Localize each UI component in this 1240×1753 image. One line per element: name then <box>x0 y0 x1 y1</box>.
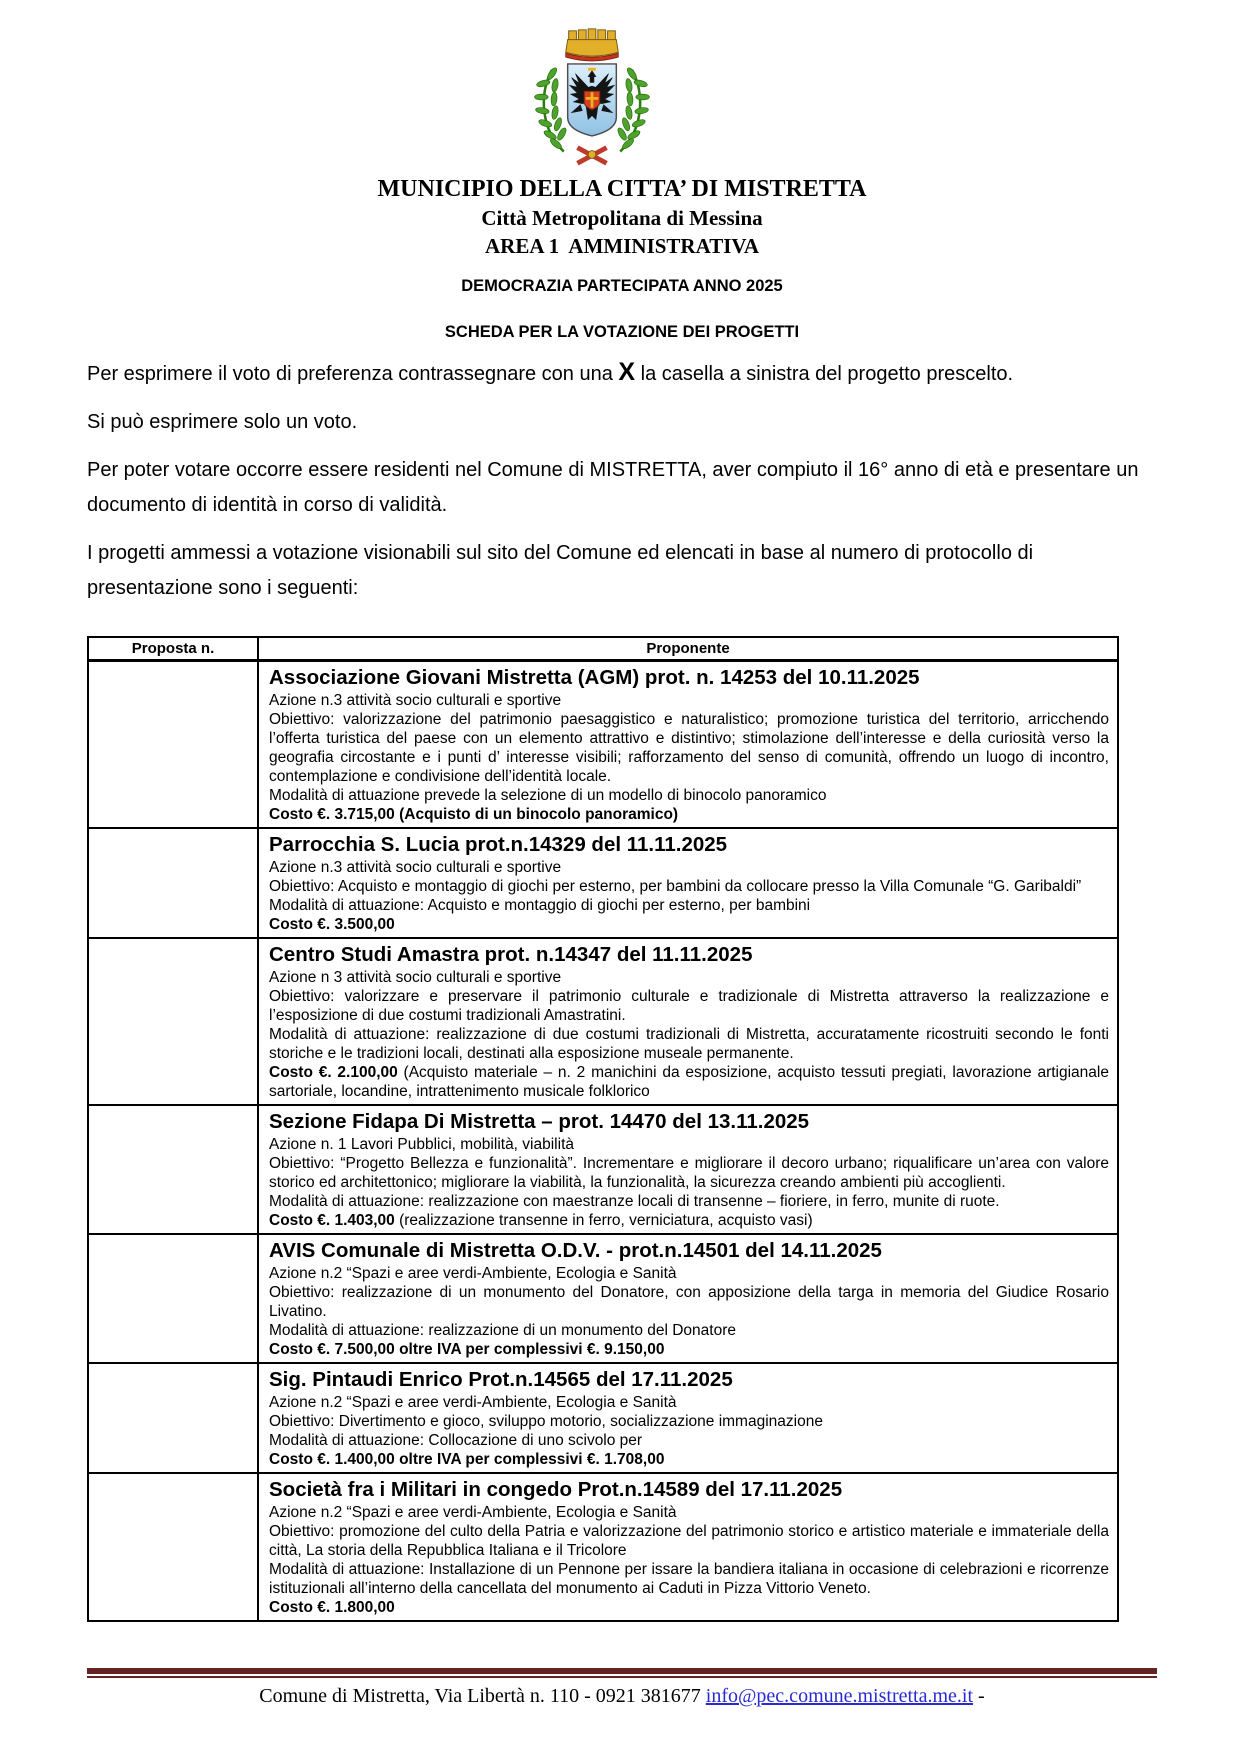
project-details-cell <box>258 938 1118 1105</box>
instruction-how-to-vote-before: Per esprimere il voto di preferenza contrassegnare con una <box>87 363 619 385</box>
coat-of-arms <box>527 25 657 171</box>
project-row <box>88 1363 1118 1473</box>
project-detail-line: Modalità di attuazione: realizzazione di un monumento del Donatore <box>269 1322 737 1339</box>
footer-text <box>87 1684 1157 1708</box>
instruction-single-vote: Si può esprimere solo un voto. <box>87 411 358 433</box>
chest-shield-icon <box>584 91 600 109</box>
project-detail-line: Azione n. 1 Lavori Pubblici, mobilità, viabilità <box>269 1136 574 1153</box>
project-cost-line: Costo €. 1.403,00 (realizzazione transenne in ferro, verniciatura, acquisto vasi) <box>269 1212 813 1229</box>
area-subtitle: AREA 1 AMMINISTRATIVA <box>484 234 759 258</box>
project-detail-line: Azione n.2 “Spazi e aree verdi-Ambiente, Ecologia e Sanità <box>269 1394 677 1411</box>
coat-of-arms-graphic <box>527 25 657 171</box>
project-detail-line: Obiettivo: Divertimento e gioco, sviluppo motorio, socializzazione immaginazione <box>269 1413 823 1430</box>
project-detail-line: Obiettivo: valorizzazione del patrimonio paesaggistico e naturalistico; promozione turistica del territorio, arricchendo l’offerta turistica del paese con un elemento attrattivo e distintivo; stimolazione dell’interesse e della curiosità verso la geografia circostante e i punti d’ interesse visibili; rafforzamento del senso di comunità, offrendo un luogo di incontro, contemplazione e condivisione dell’identità locale. <box>269 711 1109 785</box>
project-title: Centro Studi Amastra prot. n.14347 del 11.11.2025 <box>269 943 753 966</box>
footer-suffix: - <box>973 1685 985 1707</box>
project-row <box>88 828 1118 938</box>
vote-checkbox-cell[interactable] <box>88 828 258 938</box>
project-detail-line: Azione n.3 attività socio culturali e sportive <box>269 859 562 876</box>
project-cost-line: Costo €. 1.800,00 <box>269 1599 395 1616</box>
project-details-cell <box>258 1363 1118 1473</box>
project-detail-line: Modalità di attuazione: Installazione di un Pennone per issare la bandiera italiana in occasione di celebrazioni e ricorrenze istituzionali all’interno della cancellata del monumento ai Caduti in Pizza Vittorio Veneto. <box>269 1561 1109 1597</box>
project-detail-line: Modalità di attuazione prevede la selezione di un modello di binocolo panoramico <box>269 787 827 804</box>
project-details-cell <box>258 1473 1118 1621</box>
project-detail-line: Azione n.2 “Spazi e aree verdi-Ambiente, Ecologia e Sanità <box>269 1265 677 1282</box>
vote-x-mark: X <box>618 358 636 386</box>
instruction-projects-list: I progetti ammessi a votazione visionabili sul sito del Comune ed elencati in base al numero di protocollo di presentazione sono i seguenti: <box>87 542 1034 599</box>
project-row <box>88 1105 1118 1234</box>
footer-divider-thin-line <box>87 1676 1157 1678</box>
footer-address: Comune di Mistretta, Via Libertà n. 110 - 0921 381677 <box>259 1685 706 1707</box>
column-header-proposal-number: Proposta n. <box>88 637 258 661</box>
municipality-title: MUNICIPIO DELLA CITTA’ DI MISTRETTA <box>377 176 867 202</box>
project-details-cell <box>258 828 1118 938</box>
instruction-how-to-vote <box>87 355 1157 392</box>
project-detail-line: Azione n 3 attività socio culturali e sportive <box>269 969 562 986</box>
vote-checkbox-cell[interactable] <box>88 1234 258 1363</box>
projects-table <box>87 636 1119 1622</box>
shield-icon <box>568 64 617 136</box>
project-cost-line: Costo €. 1.400,00 oltre IVA per complessivi €. 1.708,00 <box>269 1451 665 1468</box>
footer-divider <box>87 1668 1157 1678</box>
program-title: DEMOCRAZIA PARTECIPATA ANNO 2025 <box>461 277 783 295</box>
vote-checkbox-cell[interactable] <box>88 1363 258 1473</box>
vote-checkbox-cell[interactable] <box>88 661 258 829</box>
project-detail-line: Azione n.3 attività socio culturali e sportive <box>269 692 562 709</box>
ballot-sheet-title: SCHEDA PER LA VOTAZIONE DEI PROGETTI <box>444 323 800 341</box>
project-row <box>88 1473 1118 1621</box>
project-details-cell <box>258 661 1118 829</box>
vote-checkbox-cell[interactable] <box>88 1105 258 1234</box>
project-details-cell <box>258 1105 1118 1234</box>
project-detail-line: Azione n.2 “Spazi e aree verdi-Ambiente, Ecologia e Sanità <box>269 1504 677 1521</box>
project-detail-line: Modalità di attuazione: Acquisto e montaggio di giochi per esterno, per bambini <box>269 897 811 914</box>
project-title: AVIS Comunale di Mistretta O.D.V. - prot.n.14501 del 14.11.2025 <box>269 1239 882 1262</box>
vote-checkbox-cell[interactable] <box>88 938 258 1105</box>
column-header-proponent: Proponente <box>258 637 1118 661</box>
project-row <box>88 661 1118 829</box>
project-detail-line: Modalità di attuazione: realizzazione con maestranze locali di transenne – fioriere, in ferro, munite di ruote. <box>269 1193 1000 1210</box>
project-title: Parrocchia S. Lucia prot.n.14329 del 11.11.2025 <box>269 833 728 856</box>
mural-crown-icon <box>566 29 619 61</box>
project-detail-line: Modalità di attuazione: realizzazione di due costumi tradizionali di Mistretta, accuratamente ricostruiti secondo le fonti storiche e le tradizioni locali, destinati alla esposizione museale permanente. <box>269 1026 1109 1062</box>
project-detail-line: Obiettivo: Acquisto e montaggio di giochi per esterno, per bambini da collocare presso la Villa Comunale “G. Garibaldi” <box>269 878 1082 895</box>
project-cost-line: Costo €. 2.100,00 (Acquisto materiale – n. 2 manichini da esposizione, acquisto tessuti pregiati, lavorazione artigianale sartoriale, locandine, intrattenimento musicale folklorico <box>269 1064 1109 1100</box>
instruction-how-to-vote-after: la casella a sinistra del progetto prescelto. <box>635 363 1014 385</box>
project-title: Sig. Pintaudi Enrico Prot.n.14565 del 17.11.2025 <box>269 1368 733 1391</box>
footer-email-link[interactable]: info@pec.comune.mistretta.me.it <box>705 1685 974 1707</box>
ribbon-icon <box>577 148 606 164</box>
project-detail-line: Obiettivo: promozione del culto della Patria e valorizzazione del patrimonio storico e artistico materiale e immateriale della città, La storia della Repubblica Italiana e il Tricolore <box>269 1523 1109 1559</box>
project-cost-line: Costo €. 3.715,00 (Acquisto di un binocolo panoramico) <box>269 806 679 823</box>
project-row <box>88 938 1118 1105</box>
project-detail-line: Obiettivo: valorizzare e preservare il patrimonio culturale e tradizionale di Mistretta attraverso la realizzazione e l’esposizione di due costumi tradizionali Amastratini. <box>269 988 1109 1024</box>
project-title: Sezione Fidapa Di Mistretta – prot. 14470 del 13.11.2025 <box>269 1110 810 1133</box>
project-details-cell <box>258 1234 1118 1363</box>
project-title: Società fra i Militari in congedo Prot.n.14589 del 17.11.2025 <box>269 1478 843 1501</box>
instructions-block <box>87 355 1157 606</box>
project-cost-line: Costo €. 3.500,00 <box>269 916 395 933</box>
project-title: Associazione Giovani Mistretta (AGM) prot. n. 14253 del 10.11.2025 <box>269 666 920 689</box>
project-detail-line: Obiettivo: realizzazione di un monumento del Donatore, con apposizione della targa in memoria del Giudice Rosario Livatino. <box>269 1284 1109 1320</box>
project-cost-line: Costo €. 7.500,00 oltre IVA per complessivi €. 9.150,00 <box>269 1341 665 1358</box>
project-detail-line: Modalità di attuazione: Collocazione di uno scivolo per <box>269 1432 643 1449</box>
project-detail-line: Obiettivo: “Progetto Bellezza e funzionalità”. Incrementare e migliorare il decoro urbano; riqualificare un’area con valore storico ed architettonico; migliorare la viabilità, la funzionalità, la sicurezza creando ambienti più accoglienti. <box>269 1155 1109 1191</box>
instruction-requirements: Per poter votare occorre essere residenti nel Comune di MISTRETTA, aver compiuto il 16° anno di età e presentare un documento di identità in corso di validità. <box>87 459 1139 516</box>
metropolitan-city-subtitle: Città Metropolitana di Messina <box>481 206 763 230</box>
table-header-row <box>88 637 1118 661</box>
project-row <box>88 1234 1118 1363</box>
vote-checkbox-cell[interactable] <box>88 1473 258 1621</box>
